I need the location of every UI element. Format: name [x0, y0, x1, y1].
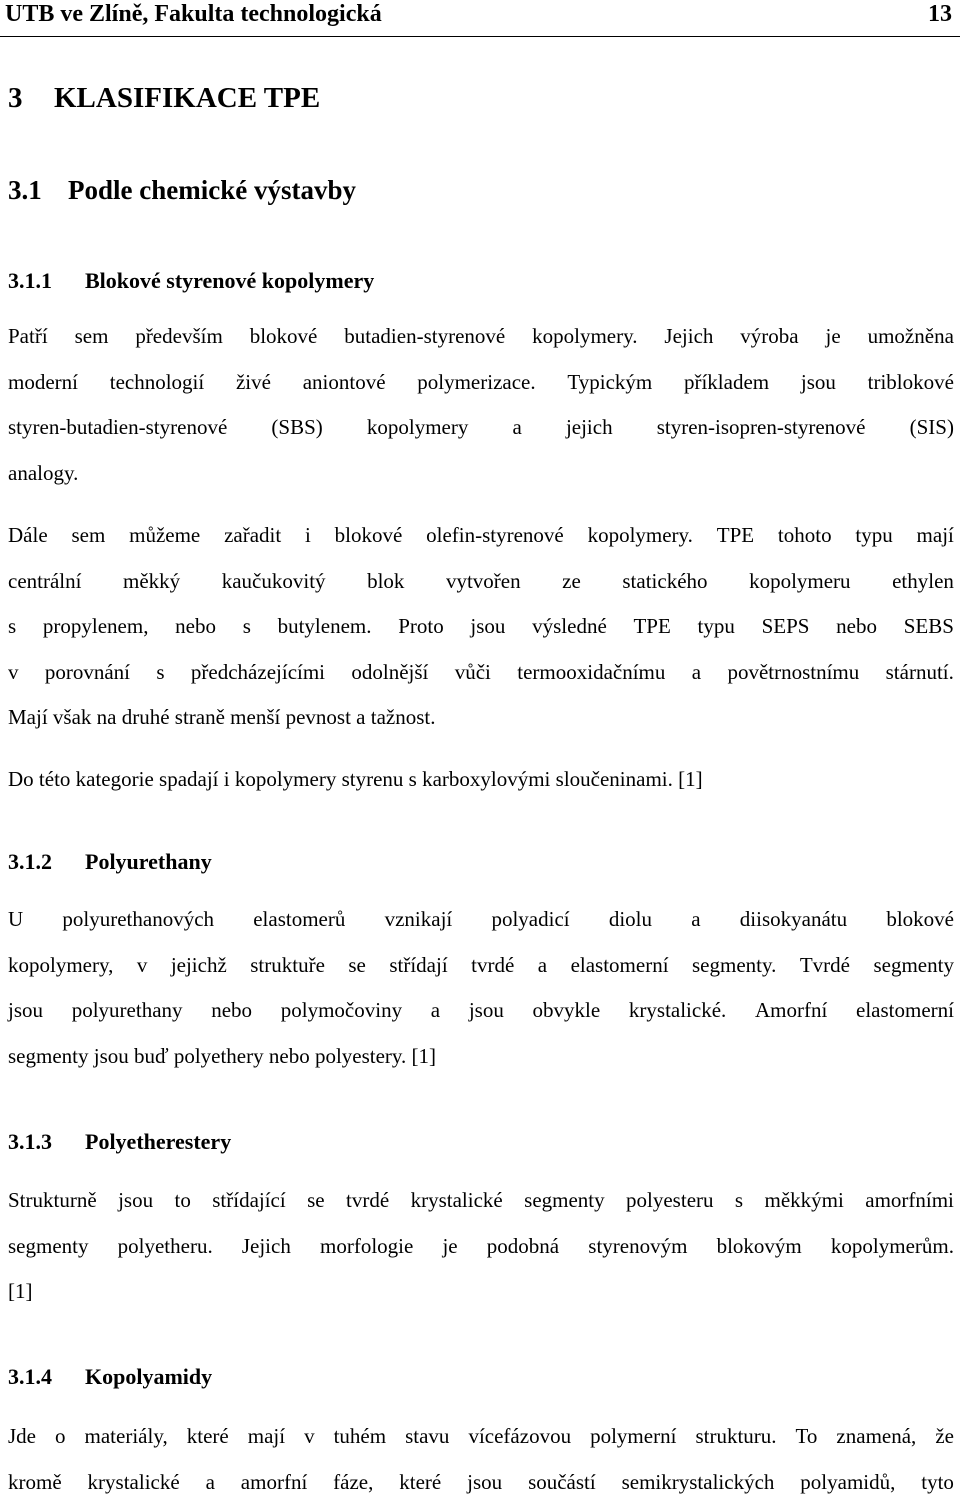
section-title: Podle chemické výstavby: [68, 175, 356, 205]
text-line: v porovnání s předcházejícími odolnější vůči termooxidačnímu a povětrnostnímu stárnutí.: [8, 659, 954, 684]
text-line: kromě krystalické a amorfní fáze, které jsou součástí semikrystalických polyamidů, tyto: [8, 1469, 954, 1494]
subsection-title: Kopolyamidy: [85, 1364, 213, 1389]
text-line: segmenty jsou buď polyethery nebo polyestery. [1]: [8, 1043, 437, 1068]
subsection-heading: [8, 848, 212, 876]
paragraph: [8, 897, 954, 1079]
subsection-heading: [8, 267, 374, 295]
text-line: segmenty polyetheru. Jejich morfologie je podobná styrenovým blokovým kopolymerům.: [8, 1233, 954, 1258]
paragraph: [8, 1414, 954, 1505]
subsection-title: Polyurethany: [85, 849, 212, 874]
paragraph: [8, 513, 954, 741]
text-line: analogy.: [8, 460, 79, 485]
section-heading: [8, 174, 356, 206]
paragraph: [8, 1178, 954, 1315]
subsection-title: Blokové styrenové kopolymery: [85, 268, 375, 293]
section-number: 3.1: [8, 175, 42, 205]
paragraph: [8, 757, 954, 803]
subsection-title: Polyetherestery: [85, 1129, 232, 1154]
subsection-heading: [8, 1363, 212, 1391]
chapter-title: KLASIFIKACE TPE: [54, 82, 321, 114]
subsection-number: 3.1.2: [8, 849, 52, 874]
text-line: [1]: [8, 1279, 33, 1304]
subsection-heading: [8, 1128, 231, 1156]
header-title: UTB ve Zlíně, Fakulta technologická: [5, 1, 382, 27]
text-line: Mají však na druhé straně menší pevnost a tažnost.: [8, 705, 436, 730]
text-line: Dále sem můžeme zařadit i blokové olefin-styrenové kopolymery. TPE tohoto typu mají: [8, 523, 954, 547]
text-line: moderní technologií živé aniontové polymerizace. Typickým příkladem jsou triblokové: [8, 369, 954, 394]
text-line: U polyurethanových elastomerů vznikají polyadicí diolu a diisokyanátu blokové: [8, 907, 954, 931]
text-line: Jde o materiály, které mají v tuhém stavu vícefázovou polymerní strukturu. To znamená, že: [8, 1424, 954, 1448]
paragraph: [8, 314, 954, 496]
text-line: Do této kategorie spadají i kopolymery styrenu s karboxylovými sloučeninami. [1]: [8, 767, 703, 791]
text-line: kopolymery, v jejichž struktuře se střídají tvrdé a elastomerní segmenty. Tvrdé segmenty: [8, 952, 954, 977]
chapter-heading: [8, 80, 320, 116]
chapter-number: 3: [8, 82, 23, 114]
text-line: styren-butadien-styrenové (SBS) kopolymery a jejich styren-isopren-styrenové (SIS): [8, 415, 954, 440]
page-number: 13: [928, 1, 952, 27]
text-line: s propylenem, nebo s butylenem. Proto jsou výsledné TPE typu SEPS nebo SEBS: [8, 614, 954, 639]
text-line: centrální měkký kaučukovitý blok vytvořen ze statického kopolymeru ethylen: [8, 568, 954, 593]
page-header: [0, 0, 960, 37]
subsection-number: 3.1.3: [8, 1129, 52, 1154]
subsection-number: 3.1.1: [8, 268, 52, 293]
text-line: jsou polyurethany nebo polymočoviny a jsou obvykle krystalické. Amorfní elastomerní: [8, 998, 954, 1023]
subsection-number: 3.1.4: [8, 1364, 52, 1389]
text-line: Patří sem především blokové butadien-styrenové kopolymery. Jejich výroba je umožněna: [8, 324, 954, 348]
text-line: Strukturně jsou to střídající se tvrdé krystalické segmenty polyesteru s měkkými amorfními: [8, 1188, 954, 1212]
